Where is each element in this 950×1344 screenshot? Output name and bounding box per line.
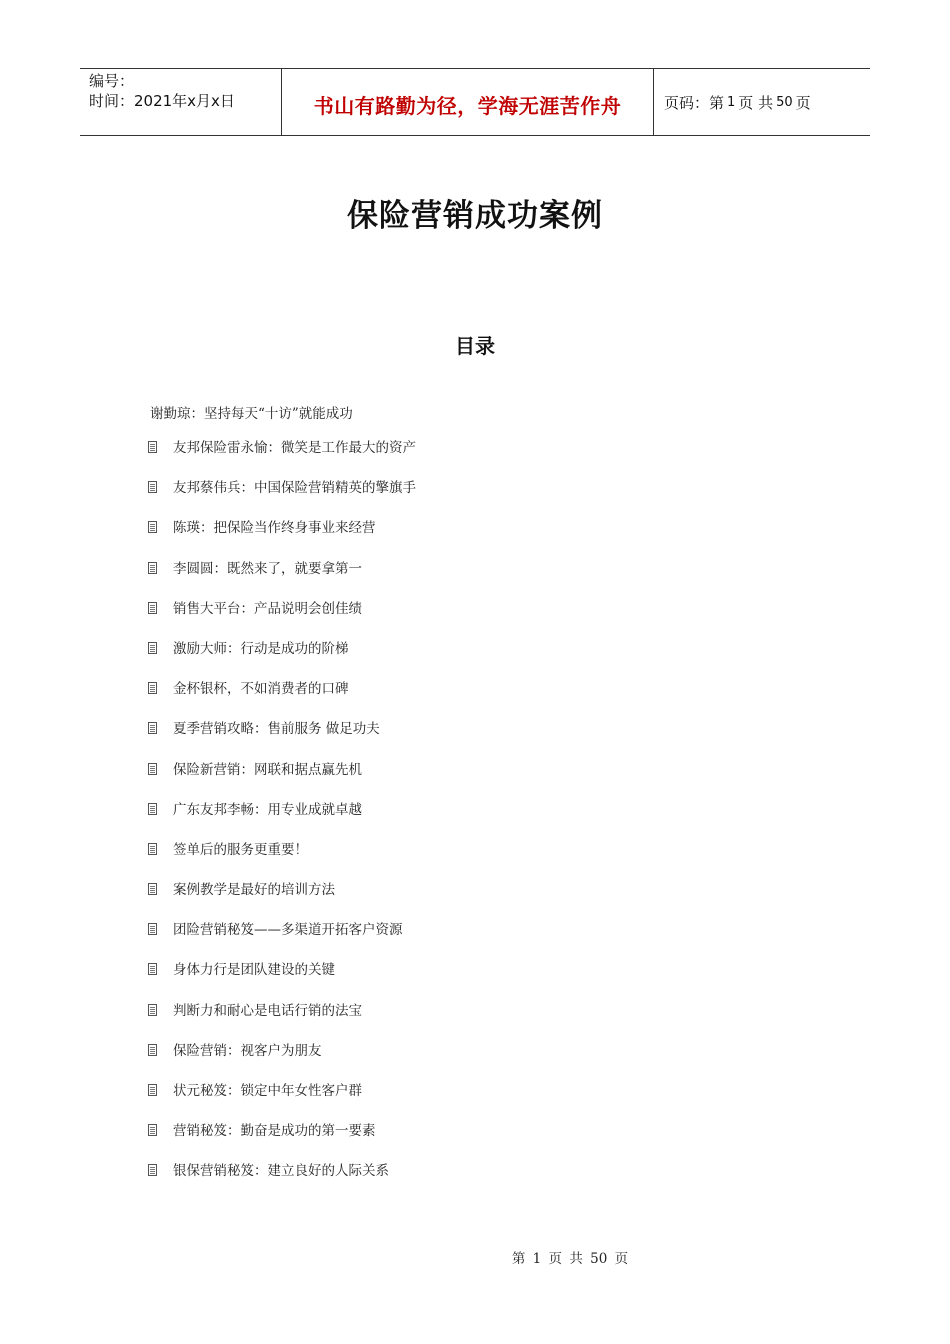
toc-item-label: 团险营销秘笈——多渠道开拓客户资源 [173,922,403,939]
toc-item[interactable] [148,920,416,960]
document-icon [148,682,157,694]
page-mid: 页 共 [738,93,774,112]
document-icon [148,521,157,533]
document-icon [148,803,157,815]
toc-item[interactable] [148,1041,416,1081]
header-page-cell [654,69,870,135]
document-icon [148,963,157,975]
document-icon [148,481,157,493]
toc-item-label: 营销秘笈：勤奋是成功的第一要素 [173,1123,376,1140]
motto-text: 书山有路勤为径，学海无涯苦作舟 [313,93,622,118]
document-icon [148,923,157,935]
toc-item-label: 广东友邦李畅：用专业成就卓越 [173,801,362,818]
toc-item-label: 李圆圆：既然来了，就要拿第一 [173,560,362,577]
page-total: 50 [776,94,793,110]
document-icon [148,1084,157,1096]
toc-item-label: 银保营销秘笈：建立良好的人际关系 [173,1163,389,1180]
document-title: 保险营销成功案例 [347,198,603,234]
toc-heading: 目录 [455,334,495,358]
toc-item[interactable] [148,679,416,719]
toc-item[interactable] [148,518,416,558]
number-label: 编号： [89,72,135,90]
toc-first-item[interactable]: 谢勤琼：坚持每天“十访”就能成功 [150,406,353,422]
document-icon [148,883,157,895]
document-icon [148,602,157,614]
toc-item[interactable] [148,1161,416,1201]
toc-item[interactable] [148,559,416,599]
document-icon [148,562,157,574]
toc-item-label: 保险营销：视客户为朋友 [173,1042,322,1059]
toc-item[interactable] [148,478,416,518]
toc-item[interactable] [148,880,416,920]
page-current: 1 [727,94,736,110]
toc-item-label: 友邦保险雷永愉：微笑是工作最大的资产 [173,440,416,456]
document-icon [148,722,157,734]
toc-item[interactable] [148,800,416,840]
toc-item-label: 保险新营销：网联和据点赢先机 [173,761,362,778]
toc-item-label: 金杯银杯，不如消费者的口碑 [173,681,349,698]
time-label: 时间：2021年x月x日 [89,92,235,110]
toc-item[interactable] [148,1121,416,1161]
page-footer: 第 1 页 共 50 页 [511,1251,629,1267]
document-icon [148,441,157,453]
toc-item[interactable] [148,639,416,679]
document-icon [148,763,157,775]
toc-item-label: 身体力行是团队建设的关键 [173,962,335,979]
toc-item-label: 销售大平台：产品说明会创佳绩 [173,600,362,617]
toc-list [148,438,416,1202]
toc-item[interactable] [148,1001,416,1041]
toc-item[interactable] [148,599,416,639]
page-suffix: 页 [795,93,811,112]
toc-item[interactable] [148,438,416,478]
header-table [80,68,870,136]
document-icon [148,642,157,654]
document-icon [148,1044,157,1056]
document-icon [148,1004,157,1016]
document-icon [148,843,157,855]
toc-item[interactable] [148,1081,416,1121]
toc-item-label: 友邦蔡伟兵：中国保险营销精英的擎旗手 [173,480,416,497]
header-info-cell [80,69,281,135]
toc-item-label: 陈瑛：把保险当作终身事业来经营 [173,520,376,537]
toc-item-label: 状元秘笈：锁定中年女性客户群 [173,1083,362,1099]
toc-item-label: 签单后的服务更重要！ [173,841,308,858]
toc-item-label: 激励大师：行动是成功的阶梯 [173,640,349,657]
header-motto-cell [281,69,654,135]
toc-item[interactable] [148,960,416,1000]
toc-item[interactable] [148,760,416,800]
document-icon [148,1124,157,1136]
toc-item[interactable] [148,840,416,880]
toc-item-label: 判断力和耐心是电话行销的法宝 [173,1002,362,1019]
page-prefix: 页码：第 [664,93,725,112]
toc-item-label: 案例教学是最好的培训方法 [173,882,335,899]
toc-item-label: 夏季营销攻略：售前服务 做足功夫 [173,721,380,738]
document-icon [148,1164,157,1176]
toc-item[interactable] [148,719,416,759]
